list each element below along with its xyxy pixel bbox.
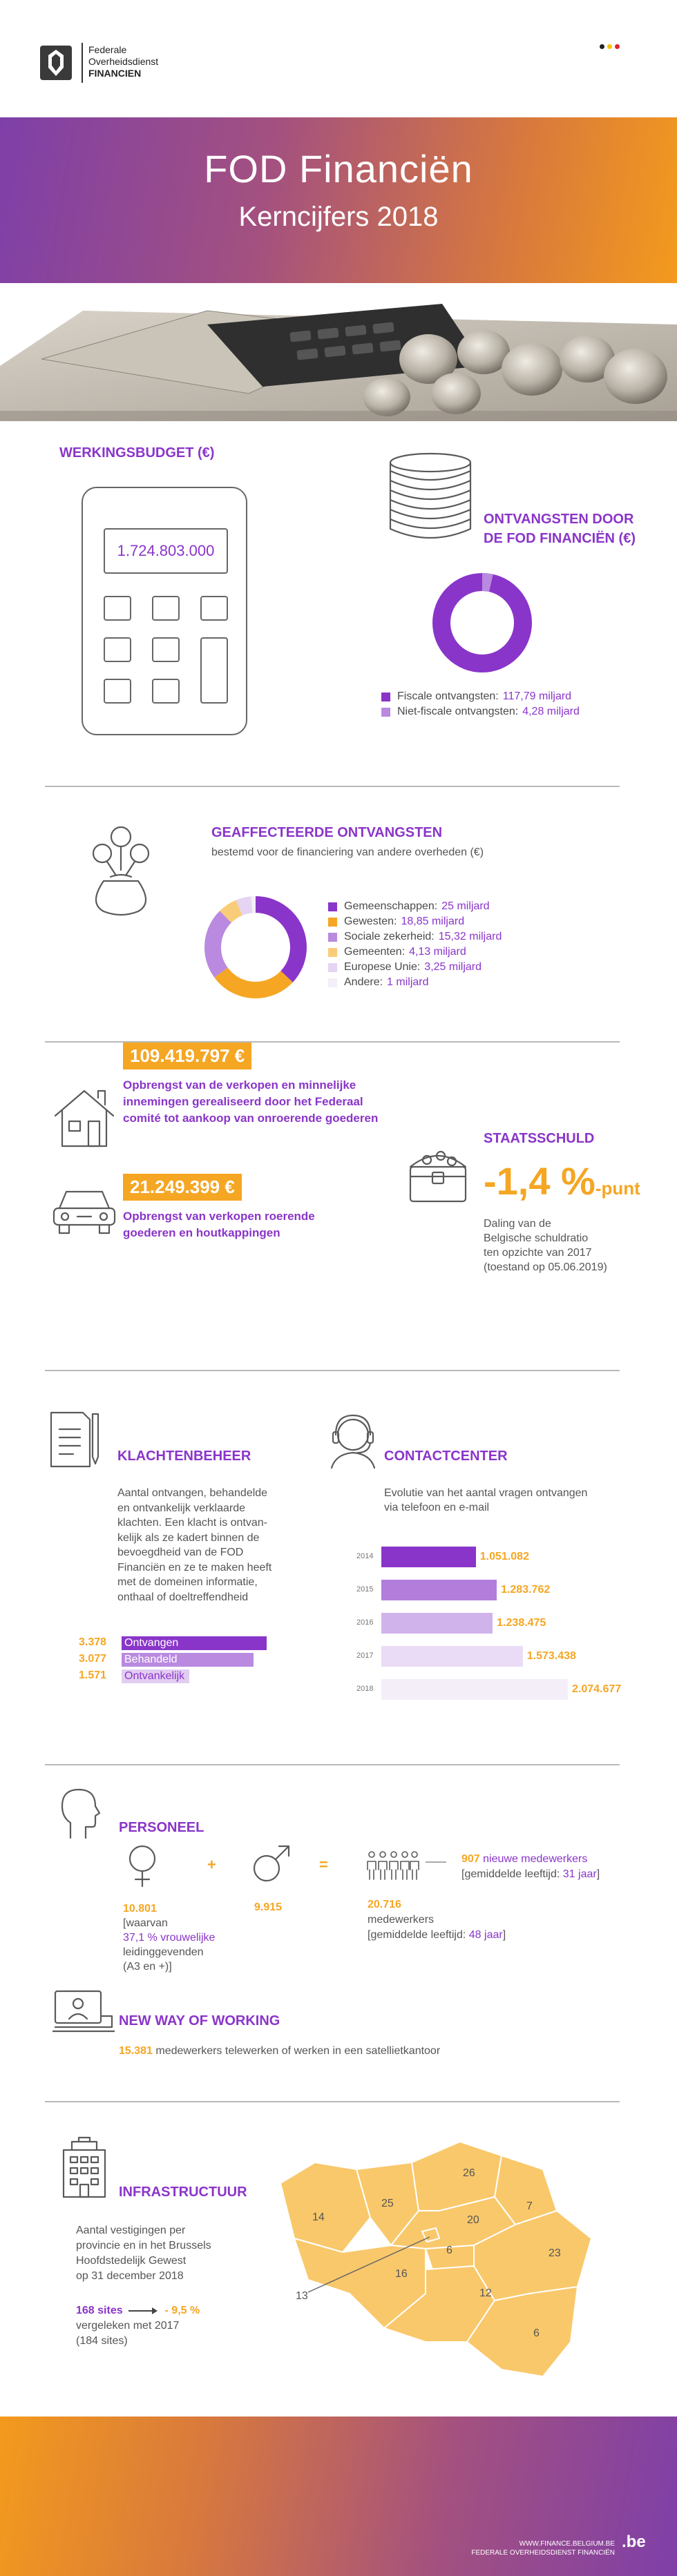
total-label: medewerkers [368,1914,435,1926]
header [0,0,677,117]
contact-bar-year: 2014 [356,1552,374,1560]
revenue-legend-item [381,689,580,704]
hero-subtitle: Kerncijfers 2018 [238,202,439,232]
text-line: Daling van de [484,1218,551,1230]
sales-real-estate-text [123,1077,378,1127]
new-staff-line [461,1852,600,1867]
infra-text [76,2223,211,2284]
org-line-2: Overheidsdienst [88,56,159,67]
revenue-legend [381,689,580,719]
contact-bar-year: 2015 [356,1585,374,1594]
text-line: innemingen gerealiseerd door het Federaal [123,1095,363,1108]
calc-key [200,596,228,621]
affected-legend-item [328,975,502,990]
men-count: 9.915 [254,1901,283,1913]
contact-bar-value: 1.283.762 [501,1584,551,1596]
male-symbol-icon [250,1843,292,1885]
revenue-title-line-1: ONTVANGSTEN DOOR [484,512,634,527]
map-number: 7 [526,2200,533,2212]
treasure-chest-icon [403,1139,473,1208]
map-number: 20 [467,2214,479,2226]
text-line: (toestand op 05.06.2019) [484,1261,607,1273]
text-line: Financiën en ze te maken heeft [117,1561,272,1573]
org-line-3: FINANCIEN [88,68,142,79]
money-bag-scale-icon [76,822,166,918]
contact-bar [381,1580,497,1600]
affected-legend-item [328,899,502,914]
infra-sites-line [76,2303,200,2318]
contact-bar-value: 1.573.438 [526,1650,576,1662]
affected-legend-item [328,960,502,975]
calc-key-tall [200,637,228,704]
legend-value: 4,28 miljard [522,706,580,717]
text-line: met de domeinen informatie, [117,1576,258,1588]
new-staff-age-line [461,1867,600,1882]
legend-label: Andere: [344,976,383,988]
car-icon [50,1182,119,1237]
new-staff-age: 31 jaar [562,1868,597,1880]
nww-text: medewerkers telewerken of werken in een satellietkantoor [155,2045,441,2057]
head-profile-icon [57,1785,105,1841]
infra-title: INFRASTRUCTUUR [119,2185,247,2200]
be-logo-text: .be [622,2533,646,2551]
contact-bar [381,1679,568,1700]
total-age: 48 jaar [468,1929,503,1941]
text-line: Opbrengst van verkopen roerende [123,1210,315,1223]
staff-title: PERSONEEL [119,1820,204,1835]
section-divider [45,1764,620,1765]
text-line: vergeleken met 2017 [76,2320,180,2332]
map-number: 16 [395,2268,408,2280]
contact-bar-chart [356,1547,633,1712]
revenue-title-line-2: DE FOD FINANCIËN (€) [484,531,636,546]
complaints-title: KLACHTENBEHEER [117,1449,251,1464]
office-building-icon [58,2136,111,2200]
legend-swatch [328,902,337,911]
calc-key [152,679,180,704]
map-number: 6 [446,2245,452,2256]
budget-value: 1.724.803.000 [117,542,215,559]
map-number: 26 [463,2167,475,2179]
footer-org: FEDERALE OVERHEIDSDIENST FINANCIËN [471,2549,615,2557]
text-line: ten opzichte van 2017 [484,1247,592,1259]
complaints-bar-value: 3.077 [79,1653,107,1665]
text-line: Belgische schuldratio [484,1232,589,1244]
text-line: Evolutie van het aantal vragen ontvangen [384,1487,588,1499]
revenue-title [484,510,636,548]
affected-legend-item [328,914,502,929]
calc-key [104,596,131,621]
contact-bar [381,1547,476,1567]
legend-swatch [328,933,337,942]
revenue-donut-chart [427,568,537,678]
footer-band [0,2417,677,2576]
legend-label: Gewesten: [344,916,397,927]
text-line: via telefoon en e-mail [384,1502,490,1513]
arrow-head [152,2307,158,2314]
complaints-text [117,1486,271,1605]
text-line: comité tot aankoop van onroerende goederen [123,1112,379,1125]
debt-unit: -punt [595,1178,640,1199]
text-line: leidinggevenden [123,1946,204,1958]
calc-key [152,637,180,662]
nww-line [119,2044,440,2059]
text-line: klachten. Een klacht is ontvan- [117,1517,268,1529]
contact-bar-year: 2018 [356,1685,374,1693]
flag-dots [600,44,620,49]
complaints-bar-label: Ontvankelijk [124,1670,185,1682]
new-staff-connector [426,1861,446,1863]
belgian-crest-icon [36,43,76,83]
legend-swatch [381,708,390,717]
map-number: 12 [479,2287,492,2299]
hero-banner [0,117,677,287]
new-staff-count: 907 [461,1853,480,1865]
legend-value: 18,85 miljard [401,916,465,927]
legend-value: 1 miljard [387,976,429,988]
affected-subtitle: bestemd voor de financiering van andere overheden (€) [211,846,484,858]
total-age-line [368,1928,506,1943]
new-staff-age-prefix: [gemiddelde leeftijd: [461,1868,563,1880]
women-block [123,1901,215,1974]
contact-bar-value: 1.051.082 [479,1551,529,1562]
footer-url[interactable]: WWW.FINANCE.BELGIUM.BE [519,2540,615,2548]
org-line-1: Federale [88,44,127,55]
contact-bar-year: 2016 [356,1618,374,1627]
map-number: 14 [312,2211,325,2223]
legend-label: Europese Unie: [344,961,421,973]
text-line: goederen en houtkappingen [123,1226,280,1239]
calc-key [104,637,131,662]
debt-text [484,1217,607,1275]
text-line: (A3 en +)] [123,1961,172,1973]
affected-donut-chart [200,892,311,1003]
legend-swatch [381,693,390,701]
document-pen-icon [43,1408,112,1471]
new-staff-block [461,1852,600,1882]
infra-change: - 9,5 % [164,2305,200,2316]
legend-value: 15,32 miljard [438,931,502,942]
hero-title: FOD Financiën [204,147,473,191]
contact-bar-value: 1.238.475 [497,1617,546,1629]
calc-key [152,596,180,621]
belgium-map [267,2135,626,2383]
flag-dot-black [600,44,604,49]
house-icon [50,1083,119,1152]
money-calculator-photo [0,283,677,421]
legend-swatch [328,963,337,972]
section-divider [45,1370,620,1371]
map-number: 25 [381,2198,394,2209]
complaints-bar-label: Ontvangen [124,1637,179,1649]
text-line: Aantal vestigingen per [76,2225,186,2236]
laptop-person-icon [53,1988,115,2038]
affected-legend [328,899,502,990]
legend-value: 4,13 miljard [409,946,466,958]
sales-movable-amount: 21.249.399 € [123,1174,242,1201]
header-divider-line [82,43,83,83]
be-logo [622,2533,646,2552]
women-count: 10.801 [123,1903,157,1915]
total-count: 20.716 [368,1899,401,1910]
group-people-icon [365,1848,420,1882]
infra-compare [76,2318,179,2349]
flag-dot-yellow [607,44,612,49]
female-symbol-icon [124,1843,160,1888]
text-line: [waarvan [123,1917,168,1929]
text-line: op 31 december 2018 [76,2270,184,2282]
headset-agent-icon [322,1408,384,1471]
contact-bar-value: 2.074.677 [572,1683,622,1695]
section-divider [45,786,620,787]
text-line: bevoegdheid van de FOD [117,1547,244,1558]
sales-movable-text [123,1208,315,1241]
budget-title: WERKINGSBUDGET (€) [59,445,215,461]
flag-dot-red [615,44,620,49]
legend-value: 3,25 miljard [424,961,481,973]
legend-label: Niet-fiscale ontvangsten: [397,706,519,717]
affected-legend-item [328,929,502,945]
affected-title: GEAFFECTEERDE ONTVANGSTEN [211,825,443,840]
legend-label: Gemeenschappen: [344,900,438,912]
text-line: (184 sites) [76,2335,128,2347]
legend-value: 25 miljard [441,900,490,912]
complaints-bar-chart [69,1636,290,1692]
map-number: 13 [296,2290,308,2302]
complaints-bar-label: Behandeld [124,1654,178,1665]
calc-key [104,679,131,704]
map-number: 6 [533,2327,540,2339]
text-line: en ontvankelijk verklaarde [117,1502,245,1514]
footer-text [387,2539,615,2557]
contact-bar-year: 2017 [356,1652,374,1660]
complaints-bar-value: 1.571 [79,1669,107,1681]
text-line: onthaal of doeltreffendheid [117,1591,249,1603]
legend-swatch [328,918,337,927]
debt-value: -1,4 % [484,1159,595,1203]
text-line: Aantal ontvangen, behandelde [117,1487,268,1499]
legend-swatch [328,978,337,987]
debt-title: STAATSSCHULD [484,1131,595,1146]
contact-subtitle [384,1486,587,1515]
total-age-prefix: [gemiddelde leeftijd: [368,1929,469,1941]
debt-value-group [484,1159,640,1203]
total-block [368,1897,506,1943]
total-age-suffix: ] [502,1929,506,1941]
contact-bar [381,1646,523,1667]
coin-stack-icon [379,449,482,552]
plus-sign: + [207,1856,216,1873]
map-number: 23 [549,2247,561,2259]
infra-sites: 168 sites [76,2305,123,2316]
text-line: provincie en in het Brussels [76,2240,211,2251]
affected-legend-item [328,945,502,960]
nww-count: 15.381 [119,2045,153,2057]
women-managers-share: 37,1 % vrouwelijke [123,1932,216,1944]
legend-value: 117,79 miljard [502,690,572,702]
revenue-slice-fiscal [441,582,523,664]
nww-title: NEW WAY OF WORKING [119,2013,280,2028]
legend-label: Fiscale ontvangsten: [397,690,499,702]
arrow-right-icon [128,2310,152,2312]
legend-label: Gemeenten: [344,946,406,958]
calculator-icon [82,487,247,735]
section-divider [45,2101,620,2102]
new-staff-age-suffix: ] [596,1868,600,1880]
legend-swatch [328,948,337,957]
contact-bar [381,1613,493,1634]
equals-sign: = [319,1856,328,1873]
text-line: kelijk als ze kadert binnen de [117,1531,260,1544]
contact-title: CONTACTCENTER [384,1449,508,1464]
sales-real-estate-amount: 109.419.797 € [123,1043,251,1069]
legend-label: Sociale zekerheid: [344,931,435,942]
complaints-bar-value: 3.378 [79,1636,107,1648]
org-name [88,44,158,79]
text-line: Opbrengst van de verkopen en minnelijke [123,1078,356,1092]
new-staff-label: nieuwe medewerkers [483,1853,588,1865]
calculator-display [104,528,228,574]
revenue-legend-item [381,704,580,719]
text-line: Hoofdstedelijk Gewest [76,2255,187,2267]
